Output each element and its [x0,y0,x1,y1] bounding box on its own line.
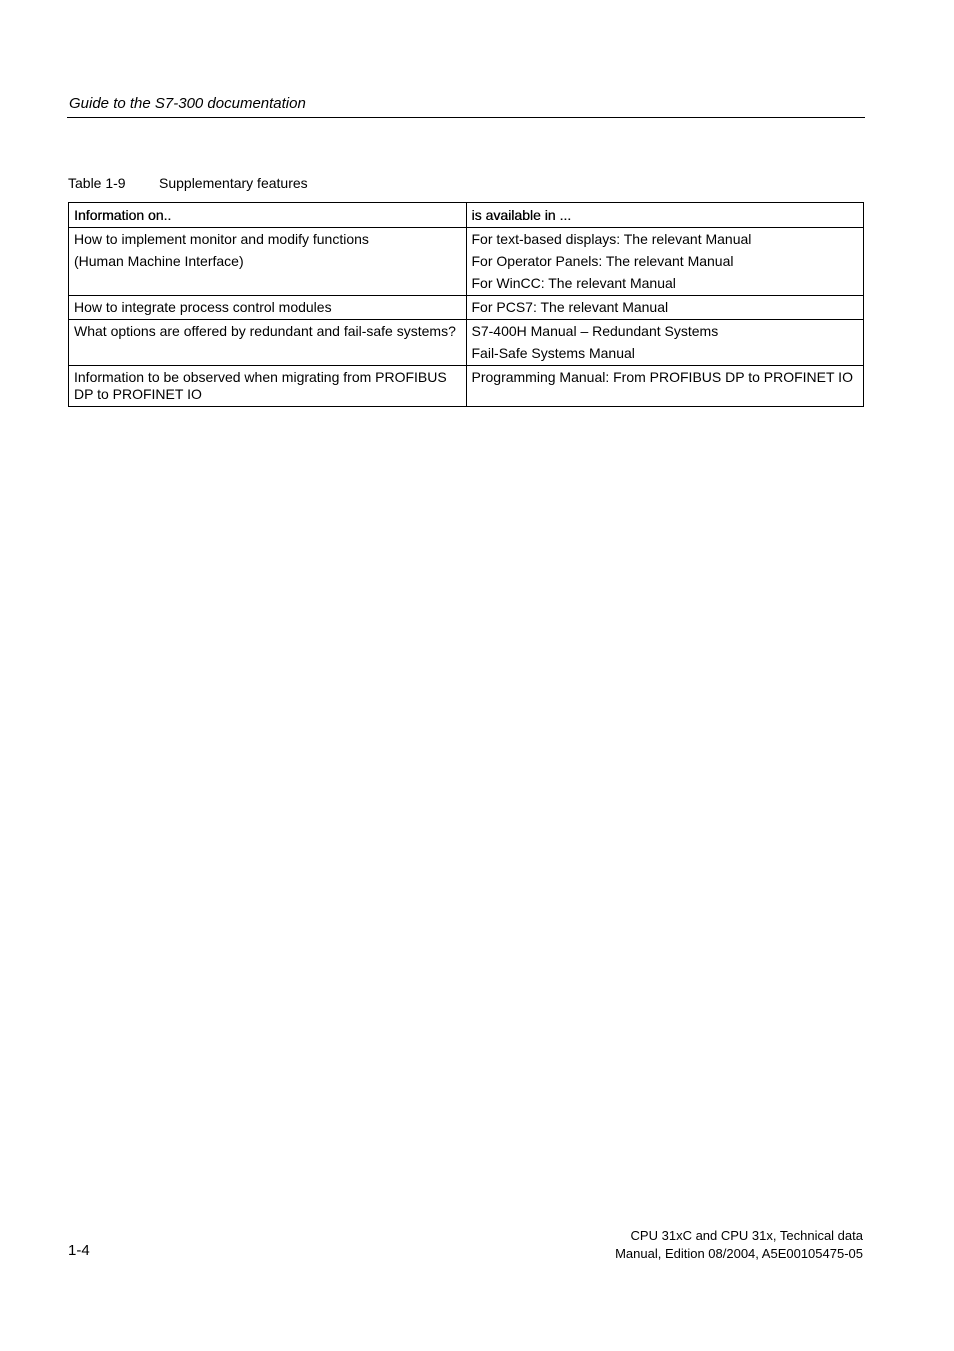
cell-text: How to integrate process control modules [74,299,332,315]
column-header-available: is available in ... [466,203,864,228]
footer-doc-title: CPU 31xC and CPU 31x, Technical data [630,1228,863,1243]
header-title: Guide to the S7-300 documentation [69,95,306,112]
cell-text: For Operator Panels: The relevant Manual [471,253,734,269]
table-caption-number: Table 1-9 [68,175,126,191]
table-row [69,320,864,366]
cell-text: Information to be observed when migrating from PROFIBUS DP to PROFINET IO [74,369,447,402]
cell-text: What options are offered by redundant and fail-safe systems? [74,323,456,339]
footer-doc-edition: Manual, Edition 08/2004, A5E00105475-05 [615,1246,863,1261]
available-cell [466,228,864,296]
page-header [67,94,865,118]
information-cell [69,320,467,366]
table-row [69,296,864,320]
information-cell [69,366,467,407]
cell-text: (Human Machine Interface) [74,253,244,269]
column-header-information: Information on.. [69,203,467,228]
page-number: 1-4 [68,1242,90,1259]
cell-text: For WinCC: The relevant Manual [471,275,676,291]
cell-text: Programming Manual: From PROFIBUS DP to PROFINET IO [471,369,853,385]
table-row [69,228,864,296]
cell-text: For text-based displays: The relevant Manual [471,231,752,247]
information-cell [69,296,467,320]
available-cell [466,366,864,407]
cell-text: How to implement monitor and modify functions [74,231,369,247]
table-caption-title: Supplementary features [159,175,308,191]
cell-text: For PCS7: The relevant Manual [471,299,669,315]
footer-document-info [615,1227,863,1263]
available-cell [466,296,864,320]
cell-text: S7-400H Manual – Redundant Systems [471,323,719,339]
table-header-row [69,203,864,228]
cell-text: Fail-Safe Systems Manual [471,345,635,361]
available-cell [466,320,864,366]
supplementary-features-table [68,202,864,407]
table-row [69,366,864,407]
table-caption [68,175,308,191]
information-cell [69,228,467,296]
